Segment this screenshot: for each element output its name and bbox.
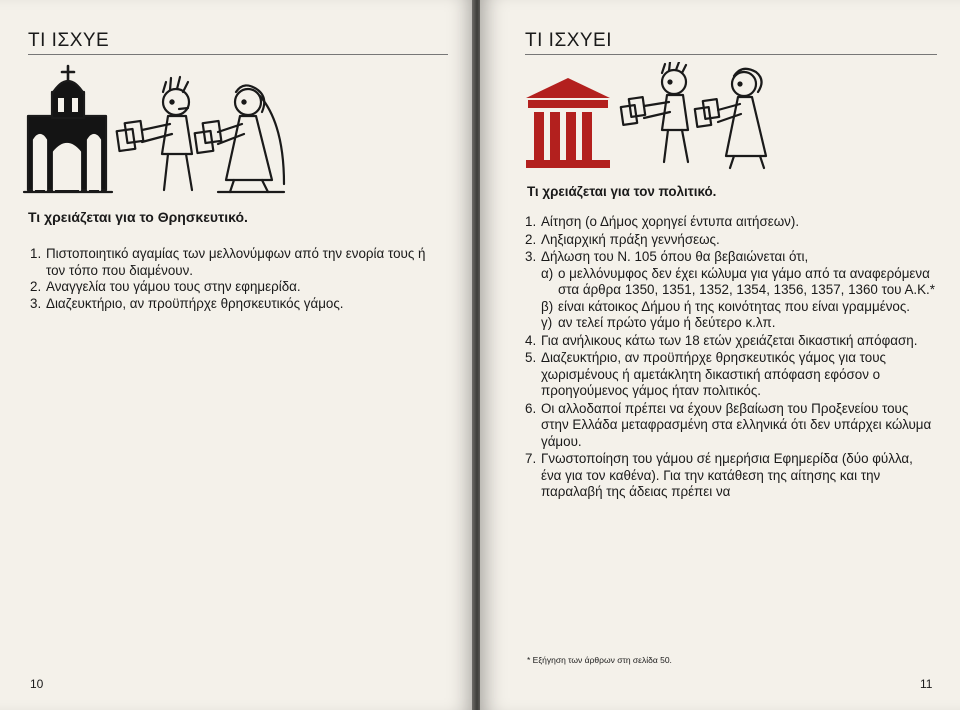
list-item: 2. Αναγγελία του γάμου τους στην εφημερίδα.	[30, 279, 301, 294]
list-item: 3. Διαζευκτήριο, αν προϋπήρχε θρησκευτικός γάμος.	[30, 295, 344, 311]
footnote: * Εξήγηση των άρθρων στη σελίδα 50.	[527, 655, 672, 665]
page-number: 10	[30, 677, 44, 691]
list-item: 1. Αίτηση (ο Δήμος χορηγεί έντυπα αιτήσεων).	[525, 214, 800, 229]
title-rule	[28, 54, 448, 55]
left-page	[0, 0, 474, 710]
church-couple-illustration	[22, 62, 302, 197]
requirements-list	[525, 214, 937, 502]
right-page	[480, 0, 960, 710]
title-rule	[525, 54, 937, 55]
requirements-list	[30, 246, 430, 312]
sub-item: α) ο μελλόνυμφος δεν έχει κώλυμα για γάμο από τα αναφερόμενα στα άρθρα 1350, 1351, 1352, 1354, 1356, 1357, 1360 του Α.Κ.*	[541, 265, 935, 297]
list-item: 7. Γνωστοποίηση του γάμου σέ ημερήσια Εφημερίδα (δύο φύλλα, ένα για τον καθένα). Για την κατάθεση της αίτησης και την παραλαβή της άδειας πρέπει να	[525, 451, 913, 499]
cityhall-couple-illustration	[522, 62, 792, 172]
list-item: 4. Για ανήλικους κάτω των 18 ετών χρειάζεται δικαστική απόφαση.	[525, 332, 918, 348]
page-title: ΤΙ ΙΣΧΥΕ	[28, 30, 110, 51]
list-item: 1. Πιστοποιητικό αγαμίας των μελλονύμφων από την ενορία τους ή τον τόπο που διαμένουν.	[30, 246, 426, 278]
page-number: 11	[920, 677, 933, 691]
sub-item: β) είναι κάτοικος Δήμου ή της κοινότητας που είναι γραμμένος.	[541, 298, 911, 314]
page-title: ΤΙ ΙΣΧΥΕΙ	[525, 30, 612, 51]
section-subtitle: Τι χρειάζεται για τον πολιτικό.	[527, 184, 717, 199]
list-item: 6. Οι αλλοδαποί πρέπει να έχουν βεβαίωση του Προξενείου τους στην Ελλάδα μεταφρασμένη στα ελληνικά ότι δεν υπάρχει κώλυμα γάμου.	[525, 400, 932, 449]
section-subtitle: Τι χρειάζεται για το Θρησκευτικό.	[28, 209, 248, 225]
list-item: 3. Δήλωση του Ν. 105 όπου θα βεβαιώνεται ότι, α) ο μελλόνυμφος δεν έχει κώλυμα για γάμο από τα αναφερόμενα στα άρθρα 1350, 1351, 1352, 1354, 1356, 1357, 1360 του Α.Κ.* β) είναι κάτοικος Δήμου ή της κοινότητας που είναι γραμμένος. γ) αν τελεί πρώτο γάμο ή δεύτερο κ.λπ.	[525, 249, 937, 332]
sub-item: γ) αν τελεί πρώτο γάμο ή δεύτερο κ.λπ.	[541, 315, 776, 330]
list-item: 2. Ληξιαρχική πράξη γεννήσεως.	[525, 231, 720, 247]
list-item: 5. Διαζευκτήριο, αν προϋπήρχε θρησκευτικός γάμος για τους χωρισμένους ή αμετάκλητη δικαστική απόφαση εφόσον ο προηγούμενος γάμος ήταν πολιτικός.	[525, 350, 886, 398]
